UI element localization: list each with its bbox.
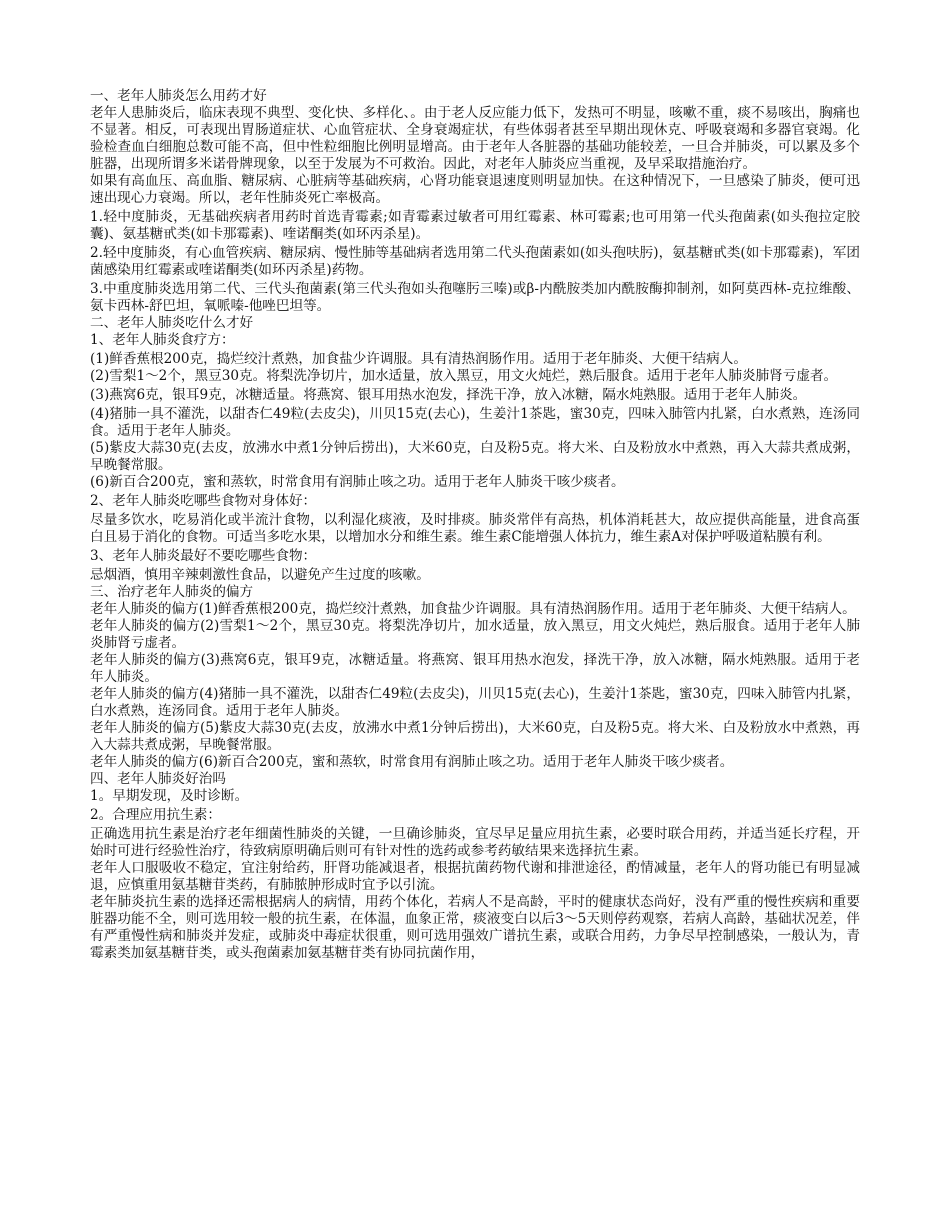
paragraph: 1。早期发现，及时诊断。 [90,788,249,804]
subheading: 1、老年人肺炎食疗方： [90,332,235,348]
paragraph: 老年人肺炎的偏方(5)紫皮大蒜30克(去皮，放沸水中煮1分钟后捞出)，大米60克，白及粉5克。将大米、白及粉放水中煮熟，再入大蒜共煮成粥，早晚餐常服。 [90,720,860,753]
subheading: 2、老年人肺炎吃哪些食物对身体好： [90,493,317,509]
paragraph: 老年人肺炎的偏方(4)猪肺一具不灌洗，以甜杏仁49粒(去皮尖)，川贝15克(去心)，生姜汁1茶匙，蜜30克，四味入肺管内扎紧，白水煮熟，连汤同食。适用于老年人肺炎。 [90,686,860,719]
paragraph: 3.中重度肺炎选用第二代、三代头孢菌素(第三代头孢如头孢噻肟三嗪)或β-内酰胺类加内酰胺酶抑制剂，如阿莫西林-克拉维酸、氨卡西林-舒巴坦，氧哌嗪-他唑巴坦等。 [90,281,860,314]
paragraph: (5)紫皮大蒜30克(去皮，放沸水中煮1分钟后捞出)，大米60克，白及粉5克。将大米、白及粉放水中煮熟，再入大蒜共煮成粥，早晚餐常服。 [90,440,860,473]
paragraph: 老年人口服吸收不稳定，宜注射给药，肝肾功能减退者，根据抗菌药物代谢和排泄途径，酌情减量，老年人的肾功能已有明显减退，应慎重用氨基糖苷类药，有肺脓肿形成时宜予以引流。 [90,860,860,893]
paragraph: 老年肺炎抗生素的选择还需根据病人的病情，用药个体化，若病人不是高龄，平时的健康状态尚好，没有严重的慢性疾病和重要脏器功能不全，则可选用较一般的抗生素，在体温，血象正常，痰液变白以后3～5天则停药观察，若病人高龄，基础状况差，伴有严重慢性病和肺炎并发症，或肺炎中毒症状很重，则可选用强效广谱抗生素，或联合用药，力争尽早控制感染，一般认为，青霉素类加氨基糖苷类，或头孢菌素加氨基糖苷类有协同抗菌作用， [90,894,860,961]
paragraph: 老年人患肺炎后，临床表现不典型、变化快、多样化、。由于老人反应能力低下，发热可不明显，咳嗽不重，痰不易咳出，胸痛也不显著。相反，可表现出胃肠道症状、心血管症状、全身衰竭症状，有些体弱者甚至早期出现休克、呼吸衰竭和多器官衰竭。化验检查血白细胞总数可能不高，但中性粒细胞比例明显增高。由于老年人各脏器的基础功能较差，一旦合并肺炎，可以累及多个脏器，出现所谓多米诺骨牌现象，以至于发展为不可救治。因此，对老年人肺炎应当重视，及早采取措施治疗。 [90,105,860,172]
section-heading: 二、老年人肺炎吃什么才好 [90,315,254,331]
paragraph: (2)雪梨1～2个，黑豆30克。将梨洗净切片，加水适量，放入黑豆，用文火炖烂，熟后服食。适用于老年人肺炎肺肾亏虚者。 [90,368,838,384]
paragraph: 老年人肺炎的偏方(1)鲜香蕉根200克，捣烂绞汁煮熟，加食盐少许调服。具有清热润肠作用。适用于老年肺炎、大便干结病人。 [90,601,856,617]
paragraph: 1.轻中度肺炎，无基础疾病者用药时首选青霉素;如青霉素过敏者可用红霉素、林可霉素;也可用第一代头孢菌素(如头孢拉定胶囊)、氨基糖甙类(如卡那霉素)、喹诺酮类(如环丙杀星)。 [90,209,860,242]
paragraph: (4)猪肺一具不灌洗，以甜杏仁49粒(去皮尖)，川贝15克(去心)，生姜汁1茶匙，蜜30克，四味入肺管内扎紧，白水煮熟，连汤同食。适用于老年人肺炎。 [90,406,860,439]
paragraph: 如果有高血压、高血脂、糖尿病、心脏病等基础疾病，心肾功能衰退速度则明显加快。在这种情况下，一旦感染了肺炎，便可迅速出现心力衰竭。所以，老年性肺炎死亡率极高。 [90,173,860,206]
section-heading: 三、治疗老年人肺炎的偏方 [90,584,254,600]
subheading: 2。合理应用抗生素： [90,807,221,823]
section-heading: 一、老年人肺炎怎么用药才好 [90,88,267,104]
subheading: 3、老年人肺炎最好不要吃哪些食物： [90,548,317,564]
paragraph: 2.轻中度肺炎，有心血管疾病、糖尿病、慢性肺等基础病者选用第二代头孢菌素如(如头孢呋肟)，氨基糖甙类(如卡那霉素)，军团菌感染用红霉素或喹诺酮类(如环丙杀星)药物。 [90,245,860,278]
document-body [90,88,860,962]
paragraph: 老年人肺炎的偏方(3)燕窝6克，银耳9克，冰糖适量。将燕窝、银耳用热水泡发，择洗干净，放入冰糖，隔水炖熟服。适用于老年人肺炎。 [90,652,860,685]
paragraph: 老年人肺炎的偏方(6)新百合200克，蜜和蒸软，时常食用有润肺止咳之功。适用于老年人肺炎干咳少痰者。 [90,754,734,770]
paragraph: (3)燕窝6克，银耳9克，冰糖适量。将燕窝、银耳用热水泡发，择洗干净，放入冰糖，隔水炖熟服。适用于老年人肺炎。 [90,387,807,403]
paragraph: 正确选用抗生素是治疗老年细菌性肺炎的关键，一旦确诊肺炎，宜尽早足量应用抗生素，必要时联合用药，并适当延长疗程，开始时可进行经验性治疗，待致病原明确后则可有针对性的选药或参考药敏结果来选择抗生素。 [90,826,860,859]
paragraph: 老年人肺炎的偏方(2)雪梨1～2个，黑豆30克。将梨洗净切片，加水适量，放入黑豆，用文火炖烂，熟后服食。适用于老年人肺炎肺肾亏虚者。 [90,618,860,651]
paragraph: (1)鲜香蕉根200克，捣烂绞汁煮熟，加食盐少许调服。具有清热润肠作用。适用于老年肺炎、大便干结病人。 [90,351,747,367]
section-heading: 四、老年人肺炎好治吗 [90,771,226,787]
paragraph: 尽量多饮水，吃易消化或半流汁食物，以利湿化痰液，及时排痰。肺炎常伴有高热，机体消耗甚大，故应提供高能量，进食高蛋白且易于消化的食物。可适当多吃水果，以增加水分和维生素。维生素C能增强人体抗力，维生素A对保护呼吸道粘膜有利。 [90,512,860,545]
paragraph: (6)新百合200克，蜜和蒸软，时常食用有润肺止咳之功。适用于老年人肺炎干咳少痰者。 [90,474,625,490]
paragraph: 忌烟酒，慎用辛辣刺激性食品，以避免产生过度的咳嗽。 [90,567,430,583]
